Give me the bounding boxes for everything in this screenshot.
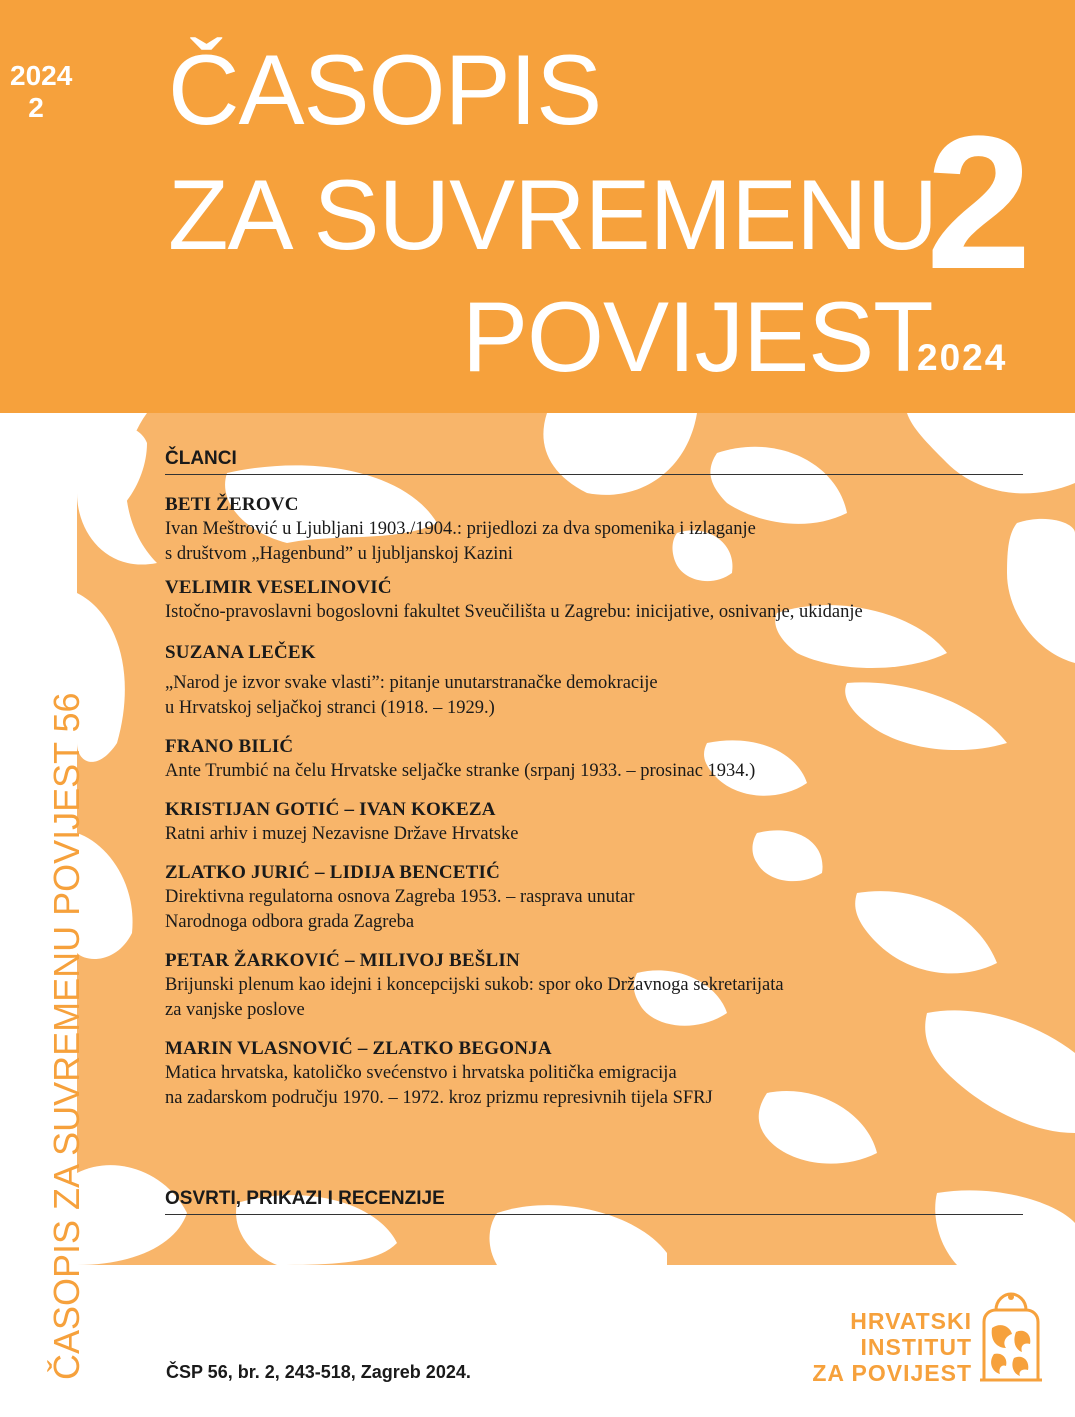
article-author: ZLATKO JURIĆ – LIDIJA BENCETIĆ <box>165 862 501 883</box>
section-heading-reviews: OSVRTI, PRIKAZI I RECENZIJE <box>165 1188 1023 1215</box>
article-author: VELIMIR VESELINOVIĆ <box>165 577 392 598</box>
list-item <box>165 949 1023 1023</box>
article-author: SUZANA LEČEK <box>165 642 316 663</box>
section-heading-articles: ČLANCI <box>165 448 1023 475</box>
table-of-contents <box>165 448 1023 1120</box>
spine-title <box>20 640 87 1380</box>
institute-logo-icon <box>976 1292 1046 1384</box>
journal-title-line1: ČASOPIS <box>168 34 602 145</box>
article-title: Ratni arhiv i muzej Nezavisne Države Hrvatske <box>165 824 519 844</box>
journal-title-line2: ZA SUVREMENU <box>168 159 938 270</box>
article-title: Direktivna regulatorna osnova Zagreba 1953. – rasprava unutar <box>165 887 635 907</box>
citation: ČSP 56, br. 2, 243-518, Zagreb 2024. <box>166 1362 471 1382</box>
side-issue-label <box>10 60 73 124</box>
publisher-name <box>780 1308 972 1386</box>
list-item <box>165 493 1023 567</box>
list-item <box>165 735 1023 784</box>
article-author: MARIN VLASNOVIĆ – ZLATKO BEGONJA <box>165 1038 552 1059</box>
publisher-line2: INSTITUT <box>860 1334 972 1360</box>
article-title: Ivan Meštrović u Ljubljani 1903./1904.: prijedlozi za dva spomenika i izlaganje <box>165 519 756 539</box>
article-title: na zadarskom području 1970. – 1972. kroz prizmu represivnih tijela SFRJ <box>165 1088 713 1108</box>
article-title: Matica hrvatska, katoličko svećenstvo i hrvatska politička emigracija <box>165 1063 677 1083</box>
article-author: KRISTIJAN GOTIĆ – IVAN KOKEZA <box>165 799 496 820</box>
article-author: FRANO BILIĆ <box>165 736 294 757</box>
article-title: u Hrvatskoj seljačkoj stranci (1918. – 1929.) <box>165 698 495 718</box>
cover-header <box>0 0 1075 413</box>
reviews-section <box>165 1188 1023 1215</box>
article-author: PETAR ŽARKOVIĆ – MILIVOJ BEŠLIN <box>165 950 520 971</box>
issue-number: 2 <box>926 97 1032 309</box>
side-number: 2 <box>28 92 44 123</box>
article-title: Narodnoga odbora grada Zagreba <box>165 912 415 932</box>
list-item <box>165 1037 1023 1111</box>
article-title: Ante Trumbić na čelu Hrvatske seljačke stranke (srpanj 1933. – prosinac 1934.) <box>165 761 756 781</box>
publisher-line3: ZA POVIJEST <box>812 1360 972 1386</box>
article-title: Istočno-pravoslavni bogoslovni fakultet Sveučilišta u Zagrebu: inicijative, osnivanje, ukidanje <box>165 602 863 622</box>
list-item <box>165 641 1023 721</box>
article-title: „Narod je izvor svake vlasti”: pitanje unutarstranačke demokracije <box>165 673 658 693</box>
article-list <box>165 493 1023 1111</box>
issue-year: 2024 <box>917 337 1008 378</box>
list-item <box>165 861 1023 935</box>
publisher-line1: HRVATSKI <box>850 1308 972 1334</box>
article-author: BETI ŽEROVC <box>165 494 299 515</box>
side-year: 2024 <box>10 60 73 91</box>
article-title: za vanjske poslove <box>165 1000 305 1020</box>
journal-title-line3: POVIJEST <box>462 281 933 392</box>
list-item <box>165 798 1023 847</box>
article-title: s društvom „Hagenbund” u ljubljanskoj Kazini <box>165 544 513 564</box>
article-title: Brijunski plenum kao idejni i koncepcijski sukob: spor oko Državnoga sekretarijata <box>165 975 784 995</box>
spine-title-text: ČASOPIS ZA SUVREMENU POVIJEST 56 <box>46 692 87 1380</box>
list-item <box>165 576 1023 625</box>
